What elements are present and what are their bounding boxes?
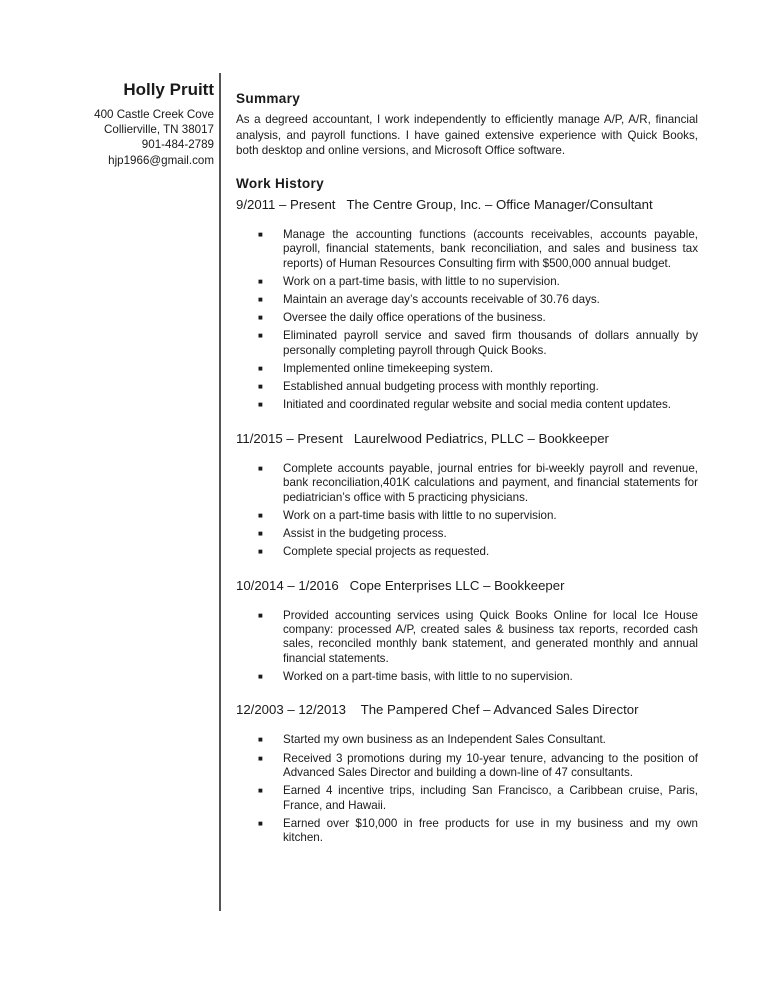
job-organization: The Centre Group, Inc. – Office Manager/Consultant (346, 196, 653, 212)
list-item: ■ Received 3 promotions during my 10-year tenure, advancing to the position of Advanced Sales Director and building a down-line of 47 consultants. (258, 751, 698, 780)
list-item: ■ Earned 4 incentive trips, including San Francisco, a Caribbean cruise, Paris, France, and Hawaii. (258, 784, 698, 812)
summary-heading: Summary (236, 91, 301, 106)
email-address: hjp1966@gmail.com (108, 153, 214, 167)
resume-main (236, 91, 698, 850)
bullet-icon: ■ (258, 735, 263, 745)
list-item: ■ Initiated and coordinated regular website and social media content updates. (258, 398, 671, 412)
list-item: ■ Earned over $10,000 in free products for use in my business and my own kitchen. (258, 816, 698, 845)
bullet-icon: ■ (258, 610, 263, 620)
job-title-line (236, 578, 698, 593)
list-item: ■ Eliminated payroll service and saved firm thousands of dollars annually by personally completing payroll through Quick Books. (258, 329, 698, 357)
column-divider (219, 73, 221, 911)
list-item: ■ Oversee the daily office operations of the business. (258, 311, 546, 325)
bullet-icon: ■ (258, 382, 263, 392)
job-entry (236, 578, 698, 685)
job-bullets (236, 733, 698, 845)
list-item: ■ Provided accounting services using Quick Books Online for local Ice House company: processed A/P, created sales & business tax reports, recorded cash sales, reconciled monthly bank statement, and generated monthly and annual financial statements. (258, 608, 698, 665)
bullet-icon: ■ (258, 463, 263, 473)
job-dates: 10/2014 – 1/2016 (236, 577, 339, 593)
job-bullets (236, 462, 698, 560)
job-bullets (236, 228, 698, 413)
job-bullets (236, 609, 698, 685)
bullet-icon: ■ (258, 818, 263, 828)
job-organization: Laurelwood Pediatrics, PLLC – Bookkeeper (353, 430, 609, 446)
address-line-1: 400 Castle Creek Cove (94, 108, 214, 121)
summary-text: As a degreed accountant, I work independently to efficiently manage A/P, A/R, financial analysis, and payroll functions. I have gained extensive experience with Quick Books, both desktop and online versions, and Microsoft Office software. (236, 113, 698, 158)
bullet-icon: ■ (258, 364, 263, 374)
job-dates: 9/2011 – Present (236, 196, 336, 212)
list-item: ■ Complete special projects as requested. (258, 545, 490, 559)
job-title-line (236, 431, 698, 446)
address-line-2: Collierville, TN 38017 (104, 123, 214, 137)
list-item: ■ Complete accounts payable, journal entries for bi-weekly payroll and revenue, bank reconciliation,401K calculations and payment, and financial statements for pediatrician’s office with 5 practicing physicians. (258, 461, 698, 504)
list-item: ■ Work on a part-time basis with little to no supervision. (258, 508, 557, 522)
job-organization: The Pampered Chef – Advanced Sales Director (360, 702, 639, 718)
list-item: ■ Work on a part-time basis, with little to no supervision. (258, 274, 560, 288)
bullet-icon: ■ (258, 672, 263, 682)
list-item: ■ Established annual budgeting process with monthly reporting. (258, 380, 599, 394)
work-history-heading: Work History (236, 175, 324, 191)
job-title-line (236, 197, 698, 212)
list-item: ■ Started my own business as an Independent Sales Consultant. (258, 733, 606, 747)
candidate-name: Holly Pruitt (123, 80, 214, 99)
bullet-icon: ■ (258, 529, 263, 539)
job-title-line (236, 702, 698, 717)
job-entry (236, 702, 698, 845)
bullet-icon: ■ (258, 276, 263, 286)
job-organization: Cope Enterprises LLC – Bookkeeper (349, 577, 565, 593)
bullet-icon: ■ (258, 400, 263, 410)
list-item: ■ Implemented online timekeeping system. (258, 362, 494, 376)
list-item: ■ Maintain an average day’s accounts receivable of 30.76 days. (258, 293, 600, 306)
list-item: ■ Worked on a part-time basis, with little to no supervision. (258, 670, 573, 684)
bullet-icon: ■ (258, 313, 263, 323)
bullet-icon: ■ (258, 295, 263, 304)
phone-number: 901-484-2789 (141, 138, 214, 152)
bullet-icon: ■ (258, 753, 263, 763)
bullet-icon: ■ (258, 786, 263, 796)
job-dates: 12/2003 – 12/2013 (236, 702, 347, 718)
job-entry (236, 197, 698, 413)
list-item: ■ Manage the accounting functions (accounts receivables, accounts payable, payroll, financial statements, bank reconciliation, and sales and business tax reports) of Human Resources Consulting firm with $500,000 annual budget. (258, 227, 698, 270)
job-entry (236, 431, 698, 560)
bullet-icon: ■ (258, 510, 263, 520)
bullet-icon: ■ (258, 547, 263, 557)
job-dates: 11/2015 – Present (236, 430, 343, 446)
bullet-icon: ■ (258, 229, 263, 239)
bullet-icon: ■ (258, 331, 263, 341)
contact-block (70, 80, 214, 168)
list-item: ■ Assist in the budgeting process. (258, 527, 447, 541)
